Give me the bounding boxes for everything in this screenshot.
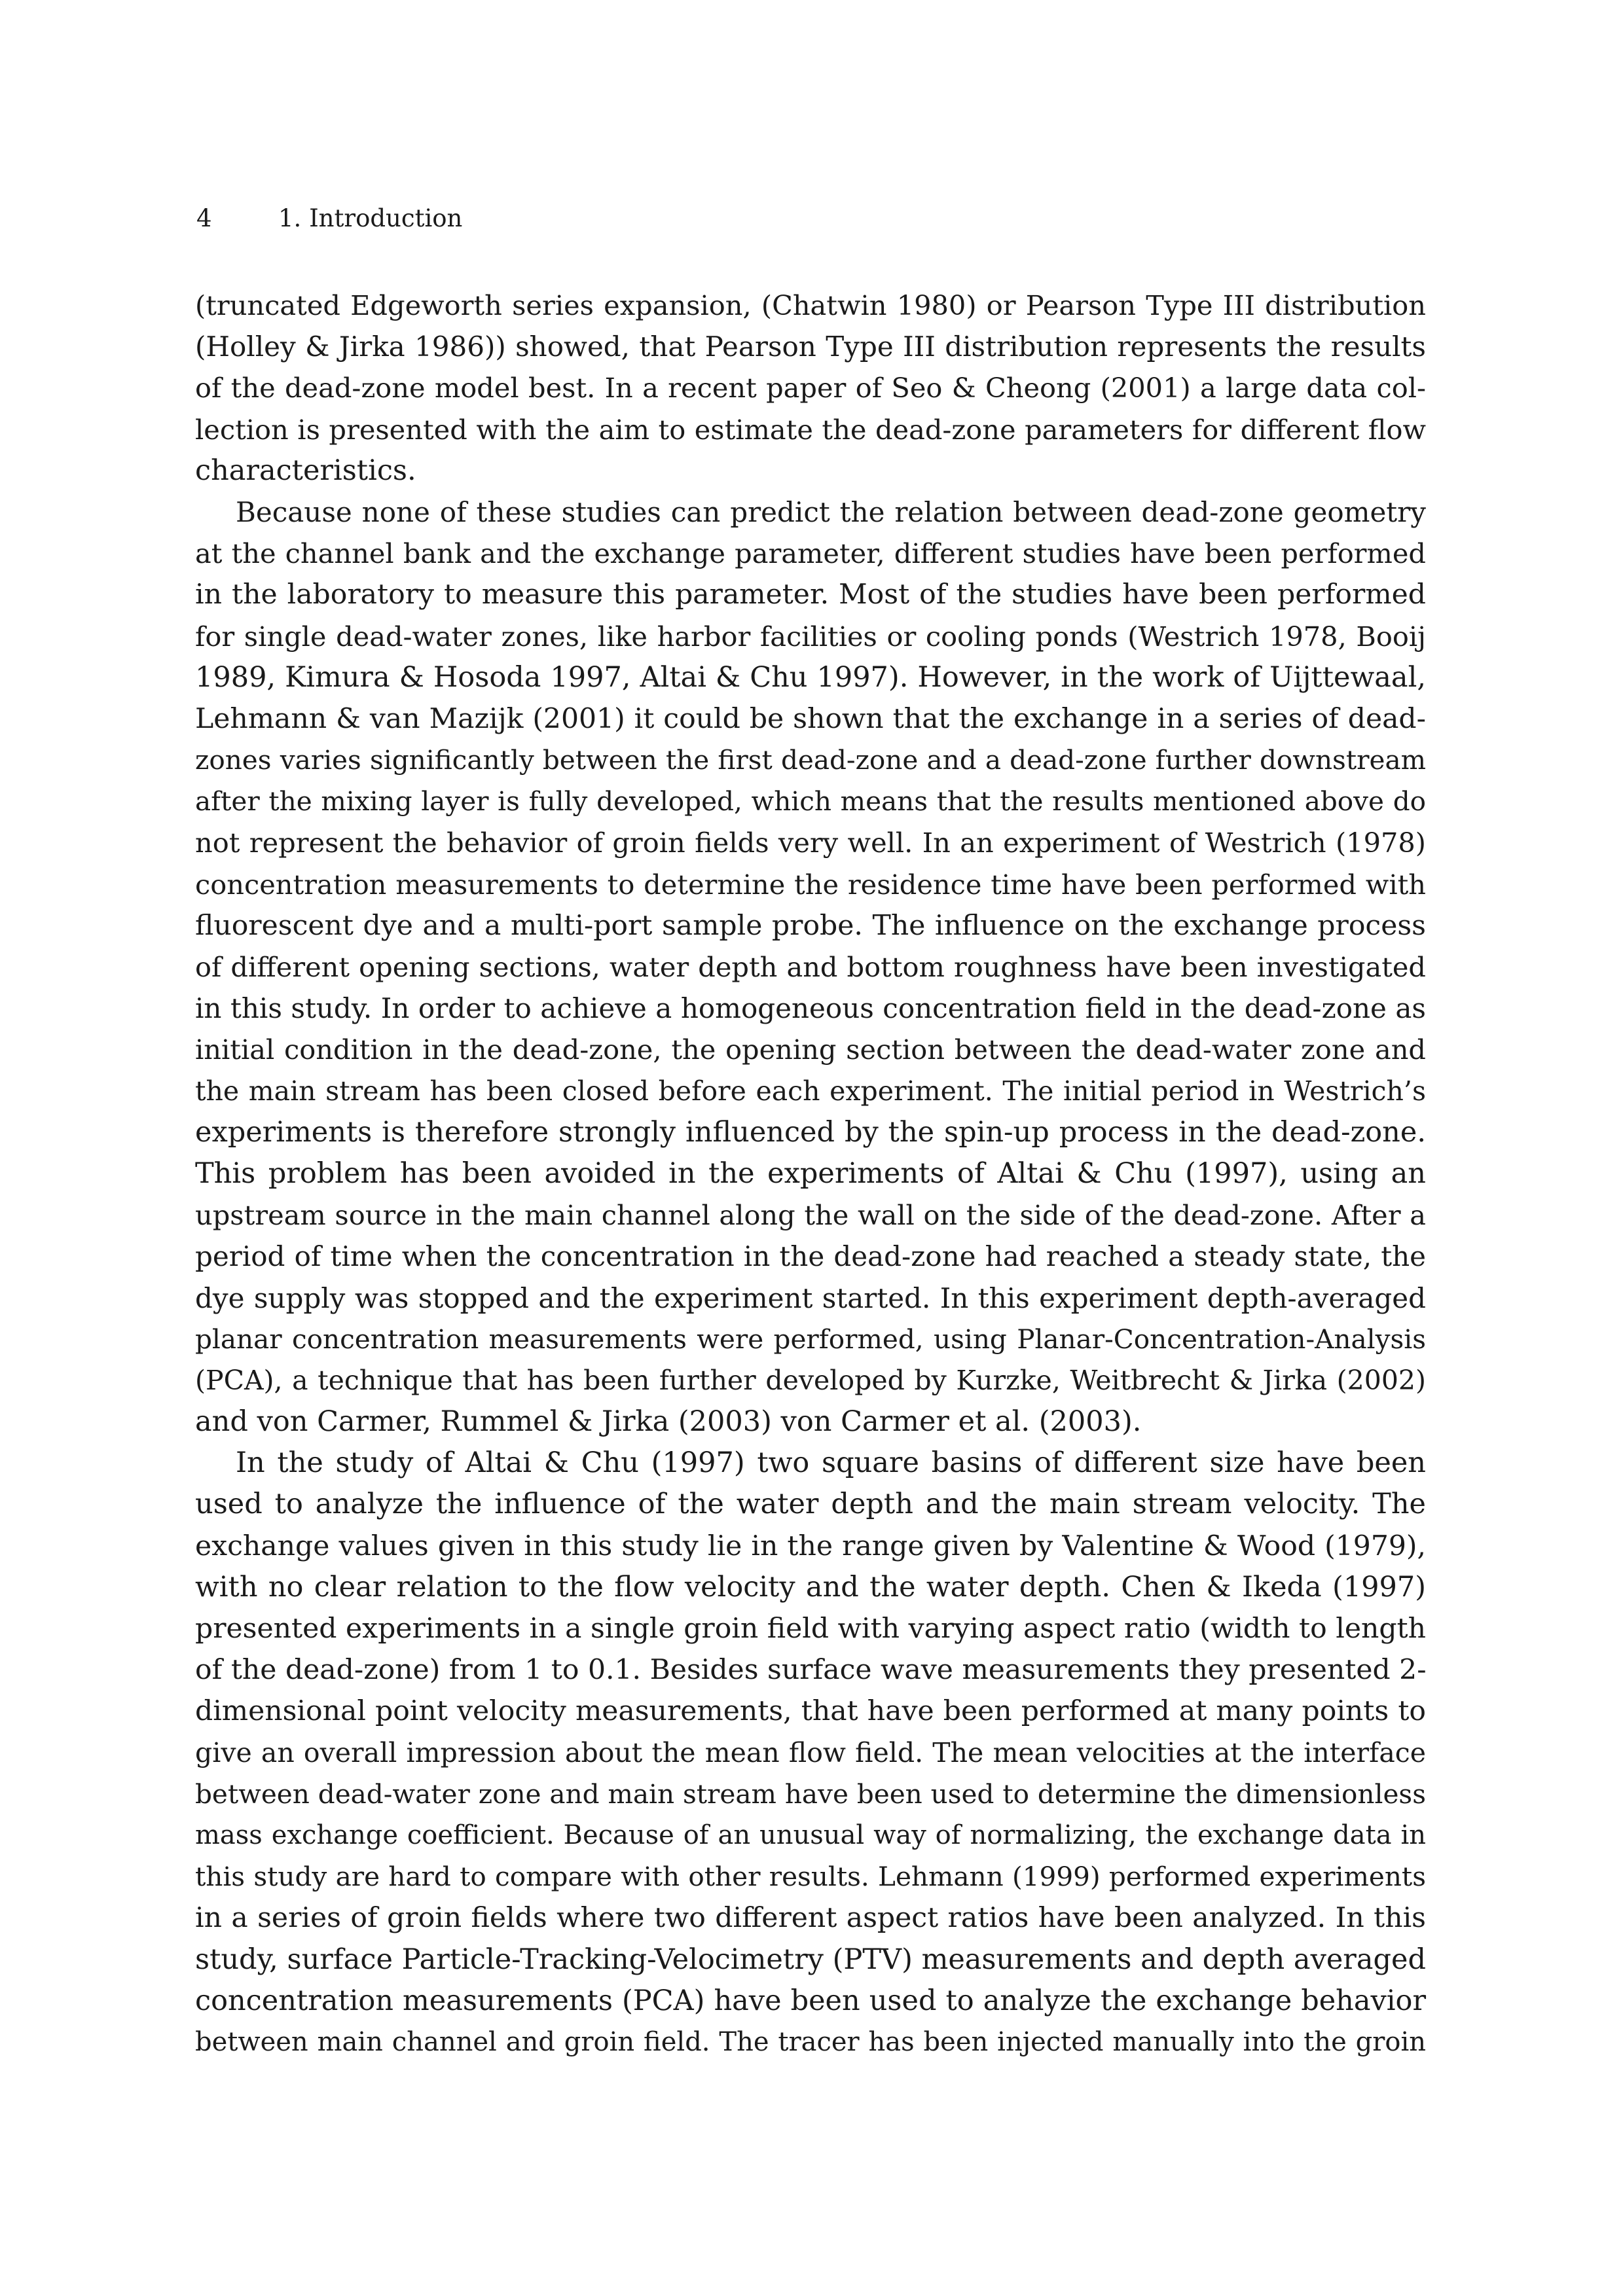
text-line: period of time when the concentration in the dead-zone had reached a steady state, the — [195, 1240, 1426, 1273]
text-line: study, surface Particle-Tracking-Velocimetry (PTV) measurements and depth averaged — [195, 1943, 1426, 1976]
text-line: lection is presented with the aim to estimate the dead-zone parameters for different flow — [195, 413, 1426, 446]
text-line: dimensional point velocity measurements, that have been performed at many points to — [195, 1695, 1426, 1728]
body-text — [195, 285, 1426, 2063]
text-line: characteristics. — [195, 454, 416, 487]
page-number: 4 — [196, 204, 212, 232]
text-line: initial condition in the dead-zone, the opening section between the dead-water zone and — [195, 1033, 1426, 1066]
text-line: (PCA), a technique that has been further developed by Kurzke, Weitbrecht & Jirka (2002) — [195, 1364, 1426, 1396]
text-line: with no clear relation to the flow velocity and the water depth. Chen & Ikeda (1997) — [195, 1570, 1426, 1604]
text-line: give an overall impression about the mean flow field. The mean velocities at the interface — [195, 1736, 1426, 1768]
text-line: presented experiments in a single groin field with varying aspect ratio (width to length — [195, 1613, 1426, 1645]
text-line: mass exchange coefficient. Because of an unusual way of normalizing, the exchange data in — [195, 1820, 1426, 1850]
text-line: planar concentration measurements were performed, using Planar-Concentration-Analysis — [195, 1323, 1426, 1355]
text-line: (Holley & Jirka 1986)) showed, that Pearson Type III distribution represents the results — [195, 331, 1426, 363]
text-line: zones varies significantly between the first dead-zone and a dead-zone further downstream — [195, 744, 1426, 776]
text-line: Lehmann & van Mazijk (2001) it could be shown that the exchange in a series of dead- — [195, 702, 1426, 735]
running-head — [196, 204, 462, 233]
text-line: exchange values given in this study lie in the range given by Valentine & Wood (1979), — [195, 1530, 1426, 1562]
text-line: at the channel bank and the exchange parameter, different studies have been performed — [195, 537, 1426, 570]
paragraph-2 — [195, 492, 1426, 1443]
text-line: experiments is therefore strongly influenced by the spin-up process in the dead-zone. — [195, 1115, 1426, 1149]
text-line: Because none of these studies can predict the relation between dead-zone geometry — [236, 495, 1426, 528]
paragraph-3 — [195, 1443, 1426, 2063]
chapter-title: 1. Introduction — [278, 204, 463, 232]
text-line: in the laboratory to measure this parameter. Most of the studies have been performed — [195, 579, 1426, 611]
text-line: upstream source in the main channel along the wall on the side of the dead-zone. After a — [195, 1199, 1426, 1232]
paragraph-1 — [195, 285, 1426, 492]
text-line: of the dead-zone) from 1 to 0.1. Besides surface wave measurements they presented 2- — [195, 1654, 1427, 1687]
text-line: in a series of groin fields where two different aspect ratios have been analyzed. In this — [195, 1902, 1426, 1935]
text-line: and von Carmer, Rummel & Jirka (2003) von Carmer et al. (2003). — [195, 1405, 1142, 1439]
text-line: of different opening sections, water depth and bottom roughness have been investigated — [195, 951, 1426, 983]
text-line: 1989, Kimura & Hosoda 1997, Altai & Chu 1997). However, in the work of Uijttewaal, — [195, 660, 1426, 694]
text-line: the main stream has been closed before each experiment. The initial period in Westrich’s — [195, 1075, 1426, 1107]
text-line: fluorescent dye and a multi-port sample probe. The influence on the exchange process — [195, 909, 1426, 942]
text-line: concentration measurements to determine the residence time have been performed with — [195, 868, 1426, 901]
text-line: This problem has been avoided in the experiments of Altai & Chu (1997), using an — [195, 1157, 1426, 1190]
text-line: concentration measurements (PCA) have been used to analyze the exchange behavior — [195, 1984, 1426, 2017]
text-line: In the study of Altai & Chu (1997) two square basins of different size have been — [236, 1446, 1426, 1480]
text-line: (truncated Edgeworth series expansion, (Chatwin 1980) or Pearson Type III distribution — [195, 289, 1426, 321]
text-line: dye supply was stopped and the experiment started. In this experiment depth-averaged — [195, 1282, 1426, 1314]
text-line: not represent the behavior of groin fields very well. In an experiment of Westrich (1978) — [195, 827, 1426, 859]
text-line: in this study. In order to achieve a homogeneous concentration field in the dead-zone as — [195, 992, 1426, 1025]
text-line: used to analyze the influence of the water depth and the main stream velocity. The — [195, 1488, 1426, 1521]
text-line: between main channel and groin field. The tracer has been injected manually into the groin — [195, 2026, 1426, 2057]
text-line: for single dead-water zones, like harbor facilities or cooling ponds (Westrich 1978, Booij — [195, 620, 1426, 653]
text-line: after the mixing layer is fully developed, which means that the results mentioned above do — [195, 785, 1426, 817]
text-line: this study are hard to compare with other results. Lehmann (1999) performed experiments — [195, 1861, 1426, 1893]
text-line: of the dead-zone model best. In a recent paper of Seo & Cheong (2001) a large data col- — [195, 372, 1426, 404]
text-line: between dead-water zone and main stream have been used to determine the dimensionless — [195, 1778, 1426, 1810]
